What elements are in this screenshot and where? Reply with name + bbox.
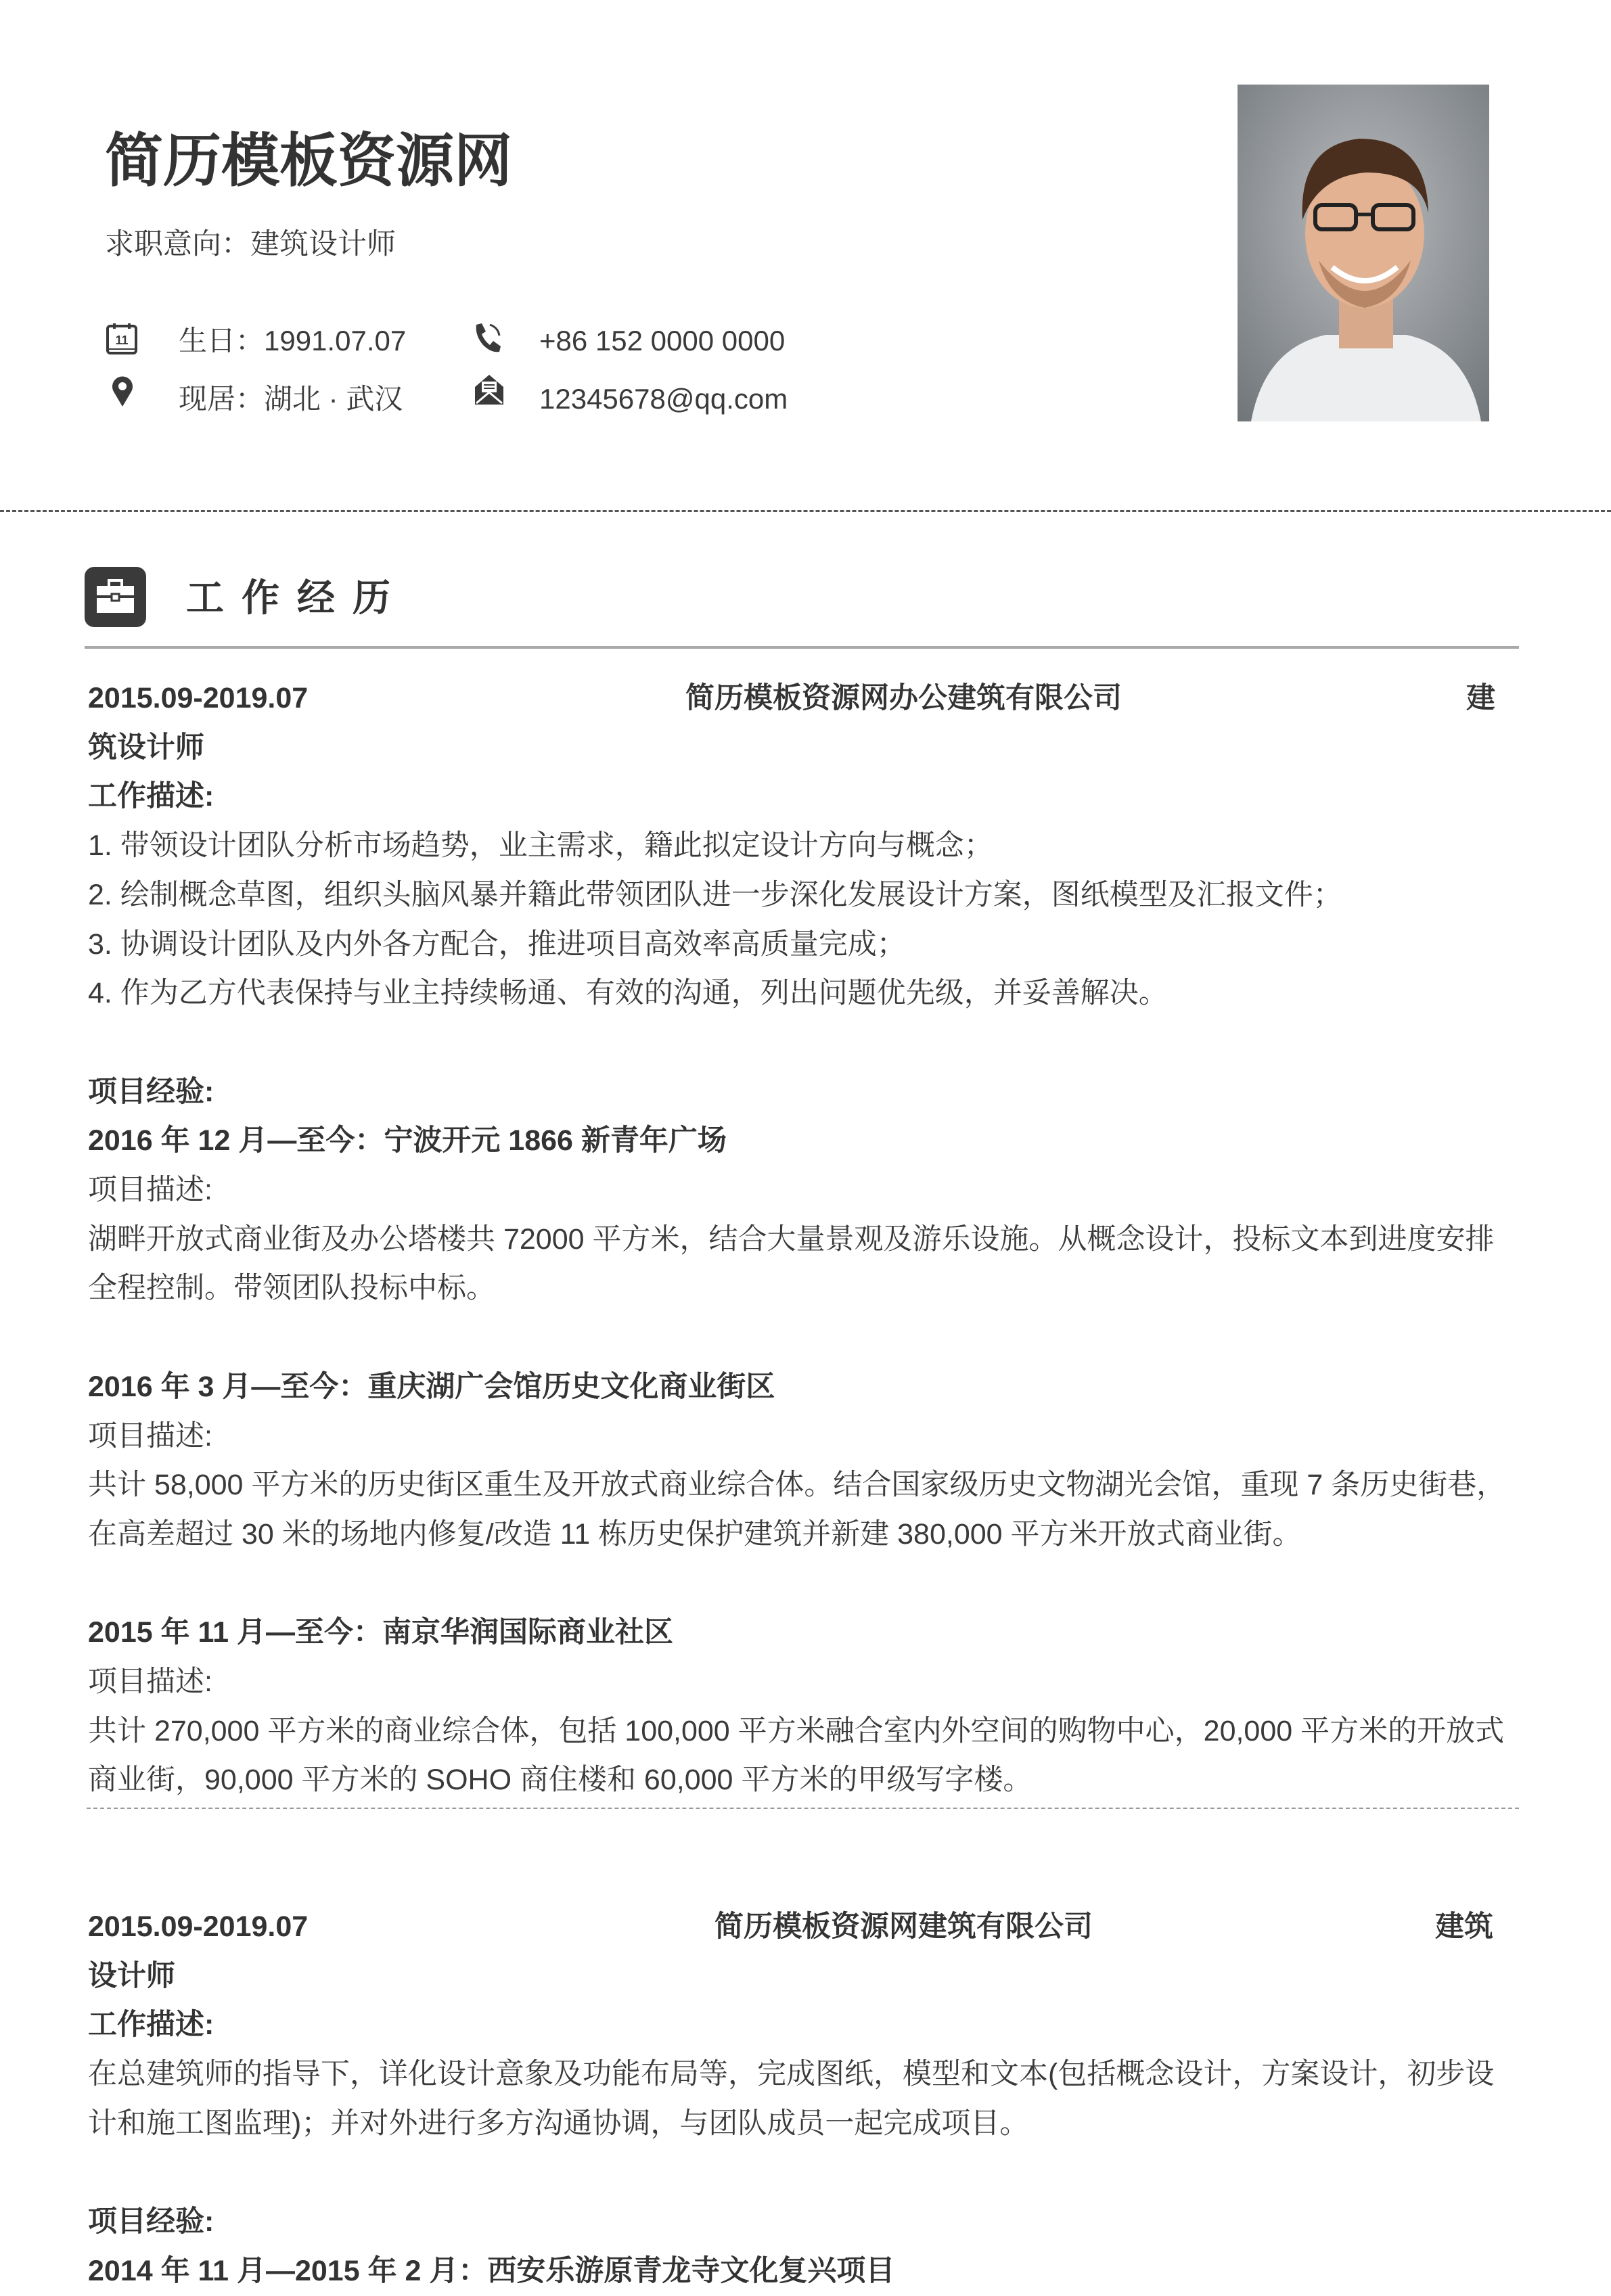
desc-text: 在总建筑师的指导下，详化设计意象及功能布局等，完成图纸，模型和文本(包括概念设计，方案设计，初步设计和施工图监理)；并对外进行多方沟通协调，与团队成员一起完成项目。 [88,2058,1495,2140]
residence: 现居：湖北 · 武汉 [179,383,403,415]
project-label: 项目经验: [88,1075,214,1108]
job-company: 简历模板资源网办公建筑有限公司 [685,682,1122,714]
briefcase-icon [85,567,146,627]
svg-text:11: 11 [115,334,129,347]
desc-item: 4. 作为乙方代表保持与业主持续畅通、有效的沟通，列出问题优先级，并妥善解决。 [88,977,1168,1010]
email[interactable]: 12345678@qq.com [539,383,788,415]
job-position: 建筑设计师 [88,682,1495,764]
profile-photo [1238,85,1489,421]
desc-label: 工作描述: [88,780,214,813]
project-title: 2014 年 11 月—2015 年 2 月：西安乐游原青龙寺文化复兴项目 [88,2254,895,2287]
job-position: 建筑设计师 [88,1910,1493,1992]
header-divider [0,510,1611,512]
project-label: 项目经验: [88,2205,214,2238]
job-entry [88,1902,1519,2296]
desc-label: 工作描述: [88,2008,214,2042]
project-desc-label: 项目描述: [88,1174,212,1207]
phone-number[interactable]: +86 152 0000 0000 [539,325,786,357]
location-pin-icon [106,374,139,408]
project-desc: 共计 58,000 平方米的历史街区重生及开放式商业综合体。结合国家级历史文物湖光会馆，重现 7 条历史街巷，在高差超过 30 米的场地内修复/改造 11 栋历史保护建筑并新建 380,000 平方米开放式商业街。 [88,1469,1506,1551]
desc-item: 2. 绘制概念草图，组织头脑风暴并籍此带领团队进一步深化发展设计方案，图纸模型及汇报文件； [88,878,1342,911]
resume-name: 简历模板资源网 [105,129,512,193]
job-intent: 求职意向：建筑设计师 [105,228,396,260]
birthday: 生日：1991.07.07 [179,325,407,357]
phone-icon [471,321,505,354]
job-divider [87,1808,1519,1809]
project-title: 2015 年 11 月—至今：南京华润国际商业社区 [88,1616,673,1649]
job-company: 简历模板资源网建筑有限公司 [714,1910,1093,1943]
calendar-icon [105,322,139,356]
job-entry [88,674,1519,1805]
project-title: 2016 年 12 月—至今：宁波开元 1866 新青年广场 [88,1124,727,1157]
desc-item: 1. 带领设计团队分析市场趋势，业主需求，籍此拟定设计方向与概念； [88,829,993,863]
project-desc-label: 项目描述: [88,1666,212,1699]
job-date: 2015.09-2019.07 [88,682,309,714]
project-desc: 共计 270,000 平方米的商业综合体，包括 100,000 平方米融合室内外空间的购物中心，20,000 平方米的开放式商业街，90,000 平方米的 SOHO 商住楼和 60,000 平方米的甲级写字楼。 [88,1714,1505,1797]
job-date: 2015.09-2019.07 [88,1910,309,1943]
project-desc-label: 项目描述: [88,1419,212,1452]
envelope-icon [472,373,506,407]
section-title-work-experience: 工作经历 [186,576,408,619]
project-desc: 湖畔开放式商业街及办公塔楼共 72000 平方米，结合大量景观及游乐设施。从概念设计，投标文本到进度安排全程控制。带领团队投标中标。 [88,1222,1495,1305]
desc-item: 3. 协调设计团队及内外各方配合，推进项目高效率高质量完成； [88,927,906,961]
project-title: 2016 年 3 月—至今：重庆湖广会馆历史文化商业街区 [88,1370,775,1403]
section-underline [85,646,1519,649]
